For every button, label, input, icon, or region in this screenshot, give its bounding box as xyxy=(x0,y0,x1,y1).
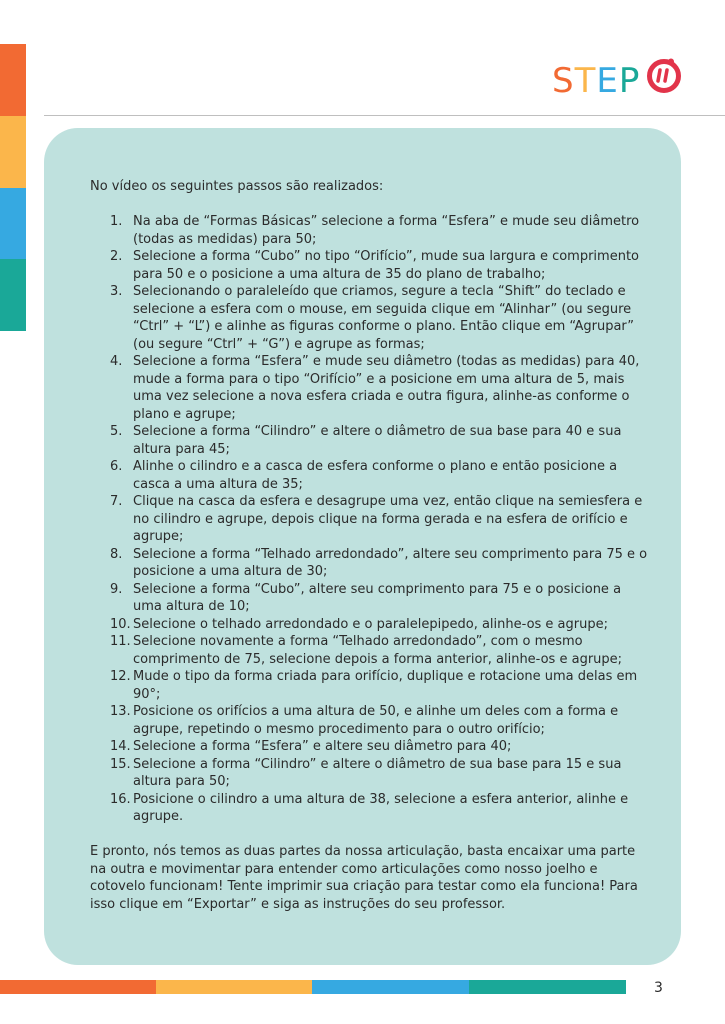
header-divider xyxy=(44,115,725,116)
step-number: 16. xyxy=(110,791,131,807)
side-stripe-yellow xyxy=(0,116,26,188)
step-item xyxy=(90,756,650,791)
step-item xyxy=(90,633,650,668)
step-text: Selecione novamente a forma “Telhado arredondado”, com o mesmo comprimento de 75, selecione depois a forma anterior, alinhe-os e agrupe; xyxy=(133,634,623,667)
footer-stripe-orange xyxy=(0,980,156,994)
step-number: 14. xyxy=(110,739,131,754)
logo-letter-s: S xyxy=(552,61,575,101)
step-number: 5. xyxy=(110,424,123,439)
step-number: 10. xyxy=(110,616,131,632)
step-text: Alinhe o cilindro e a casca de esfera conforme o plano e então posicione a casca a uma altura de 35; xyxy=(133,459,618,492)
step-number: 7. xyxy=(110,494,123,509)
step-text: Selecione a forma “Telhado arredondado”, altere seu comprimento para 75 e o posicione a uma altura de 30; xyxy=(133,546,648,579)
step-item xyxy=(90,213,650,248)
step-item xyxy=(90,703,650,738)
logo-letter-e: E xyxy=(596,61,619,101)
step-text: Posicione o cilindro a uma altura de 38, selecione a esfera anterior, alinhe e agrupe. xyxy=(133,791,629,824)
side-stripe-orange xyxy=(0,44,26,116)
step-text: Selecione a forma “Cilindro” e altere o diâmetro de sua base para 40 e sua altura para 45; xyxy=(133,424,622,457)
step-number: 2. xyxy=(110,249,123,264)
step-logo xyxy=(552,58,684,102)
step-number: 9. xyxy=(110,581,123,597)
logo-letter-t: T xyxy=(574,61,597,101)
instructions-body xyxy=(90,178,650,913)
step-item xyxy=(90,738,650,756)
step-number: 15. xyxy=(110,756,131,772)
intro-text: No vídeo os seguintes passos são realizados: xyxy=(90,179,384,194)
step-text: Posicione os orifícios a uma altura de 50, e alinhe um deles com a forma e agrupe, repetindo o mesmo procedimento para o outro orifício; xyxy=(133,704,619,737)
step-text: Selecione a forma “Cubo” no tipo “Orifício”, mude sua largura e comprimento para 50 e o posicione a uma altura de 35 do plano de trabalho; xyxy=(133,249,639,282)
step-number: 3. xyxy=(110,284,123,299)
step-text: Selecionando o paraleleído que criamos, segure a tecla “Shift” do teclado e selecione a esfera com o mouse, em seguida clique em “Alinhar” (ou segure “Ctrl” + “L”) e alinhe as figuras conforme o plano. Então clique em “Agrupar” (ou segure “Ctrl” + “G”) e agrupe as formas; xyxy=(133,284,635,352)
logo-letter-p: P xyxy=(618,61,641,101)
step-number: 11. xyxy=(110,634,131,649)
step-item xyxy=(90,791,650,826)
step-text: Selecione a forma “Cilindro” e altere o diâmetro de sua base para 15 e sua altura para 50; xyxy=(133,756,622,789)
step-item xyxy=(90,353,650,423)
step-item xyxy=(90,493,650,546)
step-item xyxy=(90,616,650,634)
step-text: Selecione a forma “Esfera” e altere seu diâmetro para 40; xyxy=(133,739,512,754)
step-item xyxy=(90,546,650,581)
step-text: Selecione a forma “Esfera” e mude seu diâmetro (todas as medidas) para 40, mude a forma para o tipo “Orifício” e a posicione em uma altura de 5, mais uma vez selecione a nova esfera criada e outra figura, alinhe-as conforme o plano e agrupe; xyxy=(133,354,640,422)
footer-stripe-blue xyxy=(312,980,469,994)
step-text: Clique na casca da esfera e desagrupe uma vez, então clique na semiesfera e no cilindro e agrupe, depois clique na forma gerada e na esfera de orifício e agrupe; xyxy=(133,494,643,544)
step-item xyxy=(90,668,650,703)
step-number: 13. xyxy=(110,704,131,719)
step-item xyxy=(90,248,650,283)
step-item xyxy=(90,423,650,458)
step-item xyxy=(90,458,650,493)
step-text: Selecione a forma “Cubo”, altere seu comprimento para 75 e o posicione a uma altura de 10; xyxy=(133,581,622,614)
step-text: Na aba de “Formas Básicas” selecione a forma “Esfera” e mude seu diâmetro (todas as medidas) para 50; xyxy=(133,214,640,247)
footer-stripe-teal xyxy=(469,980,626,994)
step-number: 12. xyxy=(110,669,131,684)
logo-badge-icon xyxy=(646,58,682,94)
side-stripe-blue xyxy=(0,188,26,259)
step-number: 8. xyxy=(110,546,123,562)
step-number: 6. xyxy=(110,459,123,474)
step-text: Mude o tipo da forma criada para orifício, duplique e rotacione uma delas em 90°; xyxy=(133,669,638,702)
step-number: 4. xyxy=(110,354,123,369)
logo-wordmark xyxy=(552,62,640,100)
footer-stripe-yellow xyxy=(156,980,312,994)
steps-list xyxy=(90,213,650,826)
step-text: Selecione o telhado arredondado e o paralelepipedo, alinhe-os e agrupe; xyxy=(133,616,608,632)
side-stripe-teal xyxy=(0,259,26,331)
step-item xyxy=(90,283,650,353)
step-item xyxy=(90,581,650,616)
outro-text: E pronto, nós temos as duas partes da nossa articulação, basta encaixar uma parte na outra e movimentar para entender como articulações como nosso joelho e cotovelo funcionam! Tente imprimir sua criação para testar como ela funciona! Para isso clique em “Exportar” e siga as instruções do seu professor. xyxy=(90,844,638,912)
page-number: 3 xyxy=(654,980,663,996)
step-number: 1. xyxy=(110,214,123,229)
